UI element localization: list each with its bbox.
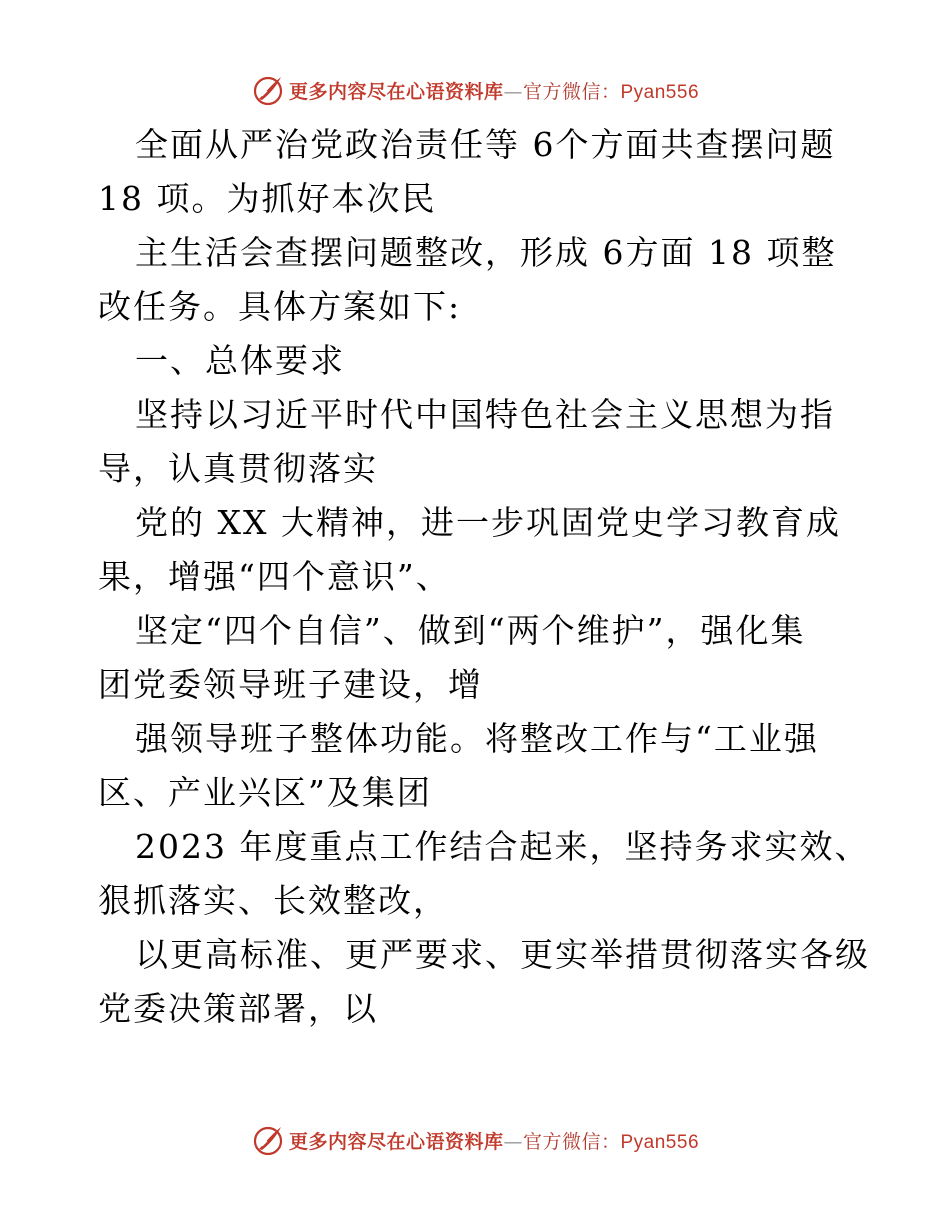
watermark-official: 官方微信： <box>522 1130 621 1153</box>
watermark-main: 更多内容尽在心语资料库 <box>288 1130 504 1153</box>
text-line: 一、总体要求 <box>135 341 345 380</box>
text-line: 果，增强“四个意识”、 <box>98 557 451 596</box>
text-line: 18 项。为抓好本次民 <box>98 179 437 218</box>
watermark-official: 官方微信： <box>522 80 621 103</box>
watermark-wechat-id: Pyan556 <box>620 1131 700 1153</box>
text-line: 以更高标准、更严要求、更实举措贯彻落实各级 <box>135 935 870 974</box>
text-line: 党的 XX 大精神，进一步巩固党史学习教育成 <box>135 503 841 542</box>
watermark-separator: — <box>503 1130 523 1153</box>
text-line: 坚定“四个自信”、做到“两个维护”，强化集 <box>135 611 806 650</box>
watermark-main: 更多内容尽在心语资料库 <box>288 80 504 103</box>
text-line: 全面从严治党政治责任等 6个方面共查摆问题 <box>135 125 836 164</box>
watermark-text <box>289 77 699 104</box>
text-line: 狠抓落实、长效整改， <box>98 881 448 920</box>
watermark-wechat-id: Pyan556 <box>620 81 700 103</box>
document-body <box>98 118 868 1036</box>
watermark-header <box>0 70 950 110</box>
quill-pen-logo-icon <box>251 1123 285 1157</box>
text-line: 党委决策部署，以 <box>98 989 378 1028</box>
text-line: 导，认真贯彻落实 <box>98 449 378 488</box>
watermark-separator: — <box>503 80 523 103</box>
text-line: 改任务。具体方案如下: <box>98 287 462 326</box>
text-line: 坚持以习近平时代中国特色社会主义思想为指 <box>135 395 835 434</box>
quill-pen-logo-icon <box>251 73 285 107</box>
watermark-footer <box>0 1120 950 1160</box>
text-line: 区、产业兴区”及集团 <box>98 773 432 812</box>
text-line: 2023 年度重点工作结合起来，坚持务求实效、 <box>135 827 870 866</box>
text-line: 主生活会查摆问题整改，形成 6方面 18 项整 <box>135 233 837 272</box>
text-line: 团党委领导班子建设，增 <box>98 665 483 704</box>
text-line: 强领导班子整体功能。将整改工作与“工业强 <box>135 719 819 758</box>
watermark-text <box>289 1127 699 1154</box>
